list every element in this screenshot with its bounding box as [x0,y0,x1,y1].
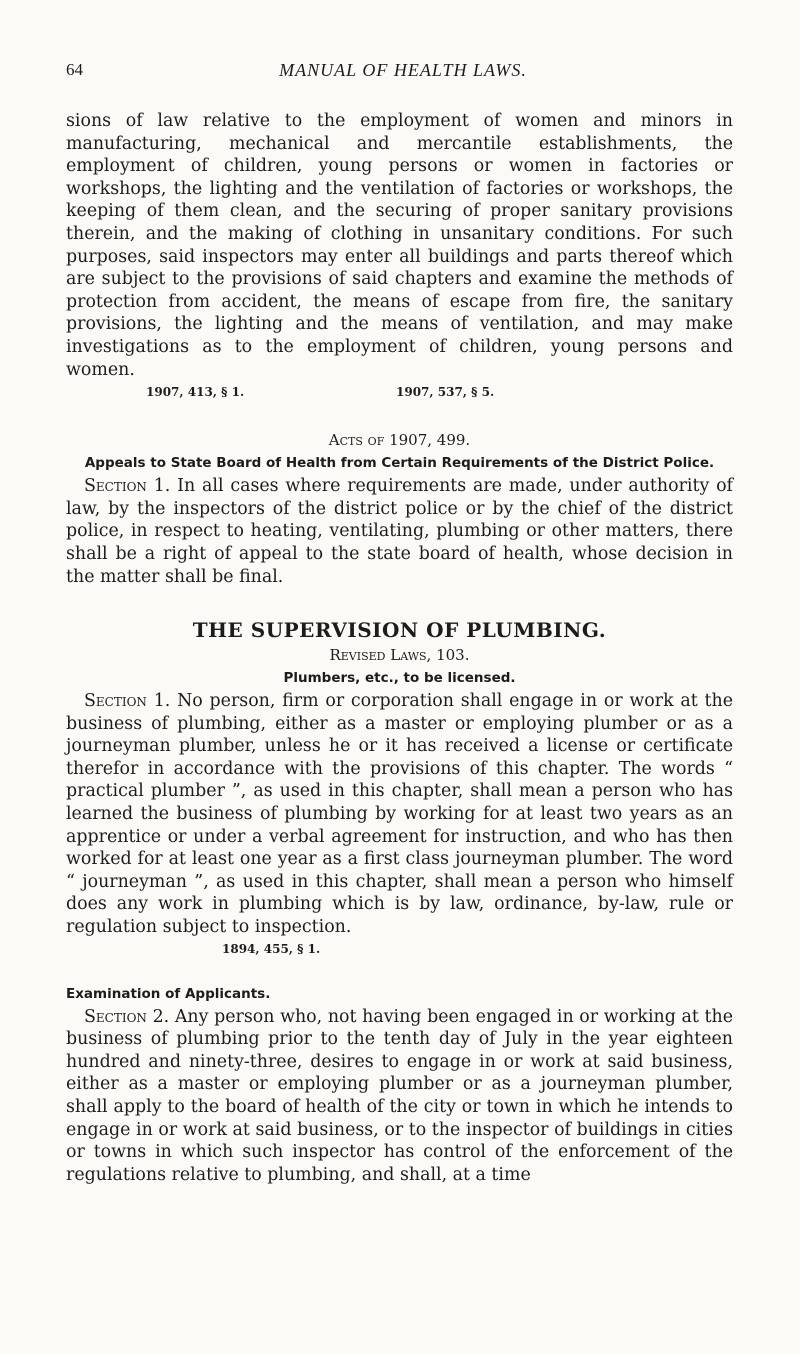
top-citations [66,381,733,403]
plumbers-licensed-subheading: Plumbers, etc., to be licensed. [283,670,516,687]
acts-section-1 [66,475,733,588]
section-label: Section 2. [84,1006,170,1027]
revised-laws: Revised Laws, 103. [329,646,470,665]
section-text: Any person who, not having been engaged in or working at the business of plumbing prior to the tenth day of July in the year eighteen hundred and ninety-three, desires to engage in or work at said business, either as a master or employing plumber or as a journeyman plumber, shall apply to the board of health of the city or town in which he intends to engage in or work at said business, or to the inspector of buildings in cities or towns in which such inspector has control of the enforcement of the regulations relative to plumbing, and shall, at a time [66,1006,733,1185]
section-1-citation: 1894, 455, § 1. [222,941,321,956]
plumbing-section-1 [66,690,733,939]
section-text: In all cases where requirements are made, under authority of law, by the inspectors of the district police or by the chief of the district police, in respect to heating, ventilating, plumbing or other matters, there shall be a right of appeal to the state board of health, whose decision in the matter shall be final. [66,476,733,587]
page-body [66,110,733,1186]
section-label: Section 1. [84,691,171,712]
running-title: MANUAL OF HEALTH LAWS. [279,60,527,80]
plumbing-section-2 [66,1006,733,1187]
section-label: Section 1. [84,476,171,497]
examination-subheading: Examination of Applicants. [66,985,271,1002]
citation-2: 1907, 537, § 5. [396,385,495,400]
section-text: No person, firm or corporation shall engage in or work at the business of plumbing, either as a master or employing plumber or as a journeyman plumber, unless he or it has received a license or certificate therefor in accordance with the provisions of this chapter. The words “ practical plumber ”, as used in this chapter, shall mean a person who has learned the business of plumbing by working for at least two years as an apprentice or under a verbal agreement for instruction, and who has then worked for at least one year as a first class journeyman plumber. The word “ journeyman ”, as used in this chapter, shall mean a person who himself does any work in plumbing which is by law, ordinance, by-law, rule or regulation subject to inspection. [66,691,733,938]
page-header [66,60,740,86]
plumbing-heading: THE SUPERVISION OF PLUMBING. [192,618,607,643]
citation-1: 1907, 413, § 1. [146,385,245,400]
acts-subheading: Appeals to State Board of Health from Certain Requirements of the District Police. [84,455,715,472]
acts-heading: Acts of 1907, 499. [328,431,471,450]
top-paragraph: sions of law relative to the employment of women and minors in manufacturing, mechanical and mercantile establishments, the employment of children, young persons or women in factories or workshops, the lighting and the ventilation of factories or workshops, the keeping of them clean, and the securing of proper sanitary provisions therein, and the making of clothing in unsanitary conditions. For such purposes, said inspectors may enter all buildings and parts thereof which are subject to the provisions of said chapters and examine the methods of protection from accident, the means of escape from fire, the sanitary provisions, the lighting and the means of ventilation, and may make investigations as to the employment of children, young persons and women. [66,111,733,380]
page-number: 64 [66,60,83,79]
